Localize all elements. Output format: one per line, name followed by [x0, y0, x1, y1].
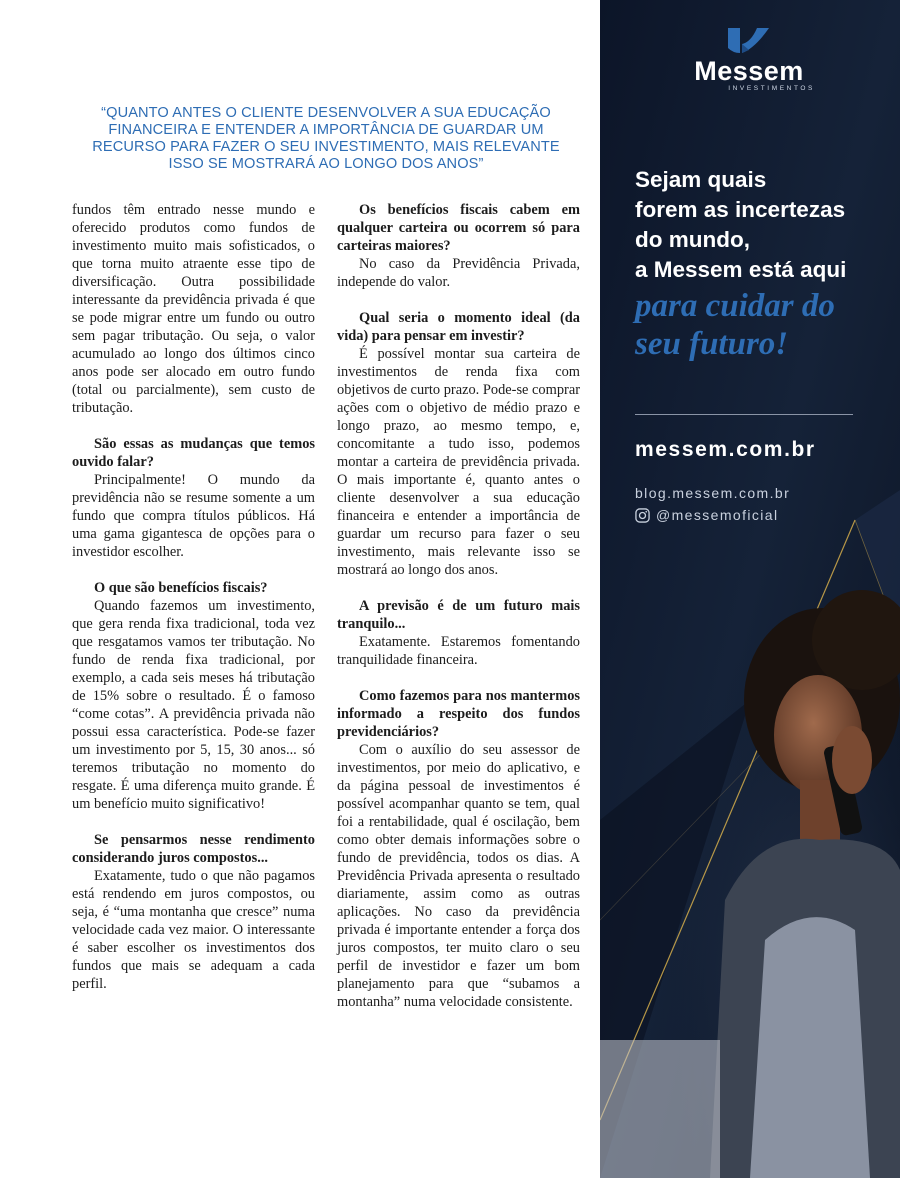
pull-quote-line: RECURSO PARA FAZER O SEU INVESTIMENTO, MAIS RELEVANTE — [92, 139, 560, 155]
headline-line: forem as incertezas — [635, 197, 846, 222]
question-heading: São essas as mudanças que temos ouvido falar? — [72, 436, 315, 470]
website-link[interactable]: messem.com.br — [635, 438, 816, 461]
tagline-line: seu futuro! — [635, 326, 789, 362]
pull-quote — [70, 105, 582, 173]
messem-logo-mark-icon — [683, 26, 815, 58]
right-column — [337, 201, 580, 1011]
blog-link[interactable]: blog.messem.com.br — [635, 485, 791, 501]
headline-line: a Messem está aqui — [635, 257, 847, 282]
tagline-line: para cuidar do — [635, 288, 835, 324]
question-heading: Qual seria o momento ideal (da vida) para pensar em investir? — [337, 310, 580, 344]
headline-line: do mundo, — [635, 227, 750, 252]
intro-paragraph: fundos têm entrado nesse mundo e oferecido produtos como fundos de investimento muito mais sofisticados, o que torna muito atraente esse tipo de diversificação. Outra possibilidade interessante da previdência privada é que se pode migrar entre um fundo ou outro sem pagar tributação. Ou seja, o valor acumulado ao longo dos últimos cinco anos pode ser alocado em outro fundo (total ou parcialmente), sem custo de tributação. — [72, 202, 315, 416]
ad-headline — [635, 165, 885, 285]
headline-line: Sejam quais — [635, 167, 767, 192]
question-heading: A previsão é de um futuro mais tranquilo... — [337, 598, 580, 632]
pull-quote-line: ISSO SE MOSTRARÁ AO LONGO DOS ANOS” — [168, 156, 484, 172]
left-column — [72, 201, 315, 993]
answer-paragraph: É possível montar sua carteira de investimentos de renda fixa com objetivos de curto prazo. Pode-se comprar ações com o objetivo de médio prazo e longo prazo, ao mesmo tempo, e, concomitante a tudo isso, podemos montar a carteira de previdência privada. O mais importante é, quanto antes o cliente desenvolver a sua educação financeira e entender a importância de guardar um recurso para fazer o seu investimento, mais relevante isso se mostrará ao longo dos anos. — [337, 346, 580, 578]
question-heading: O que são benefícios fiscais? — [94, 580, 268, 596]
answer-paragraph: Exatamente, tudo o que não pagamos está rendendo em juros compostos, ou seja, é “uma montanha que cresce” numa velocidade cada vez maior. O interessante é saber escolher os investimentos dos fundos que mais se adequam a cada perfil. — [72, 868, 315, 992]
answer-paragraph: Exatamente. Estaremos fomentando tranquilidade financeira. — [337, 634, 580, 668]
answer-paragraph: Principalmente! O mundo da previdência não se resume somente a um fundo que compra títulos públicos. Há uma gama gigantesca de opções para o investidor escolher. — [72, 472, 315, 560]
answer-paragraph: Com o auxílio do seu assessor de investimentos, por meio do aplicativo, e da página pessoal de investimentos é possível acompanhar quanto se tem, qual foi a rentabilidade, qual é oscilação, bem como obter demais informações sobre o fundo de previdência, todos os dias. A Previdência Privada apresenta o resultado diariamente, assim como as outras aplicações. No caso da previdência privada é importante entender a força dos juros compostos, ter muito claro o seu perfil de investidor e fazer um bom planejamento para que “subamos a montanha” numa velocidade consistente. — [337, 742, 580, 1010]
answer-paragraph: Quando fazemos um investimento, que gera renda fixa tradicional, toda vez que resgatamos vamos ter tributação. No fundo de renda fixa tradicional, por exemplo, a cada seis meses há tributação de 15% sobre o resultado. É o famoso “come cotas”. A previdência privada não possui essa característica. Pode-se fazer um investimento por 5, 15, 30 anos... só teremos tributação no momento do resgate. É uma diferença muito grande. É um benefício muito significativo! — [72, 598, 315, 812]
brand-name: Messem — [694, 56, 804, 86]
messem-logo — [683, 26, 815, 96]
instagram-icon — [635, 508, 650, 523]
instagram-link[interactable] — [635, 507, 779, 523]
ad-divider — [635, 414, 853, 415]
question-heading: Se pensarmos nesse rendimento considerando juros compostos... — [72, 832, 315, 866]
ad-tagline — [635, 287, 897, 363]
answer-paragraph: No caso da Previdência Privada, independe do valor. — [337, 256, 580, 290]
question-heading: Os benefícios fiscais cabem em qualquer carteira ou ocorrem só para carteiras maiores? — [337, 202, 580, 254]
pull-quote-line: “QUANTO ANTES O CLIENTE DESENVOLVER A SUA EDUCAÇÃO — [101, 105, 551, 121]
instagram-handle: @messemoficial — [656, 507, 779, 523]
messem-advertisement — [600, 0, 900, 1178]
brand-subtitle: INVESTIMENTOS — [728, 85, 815, 92]
question-heading: Como fazemos para nos mantermos informado a respeito dos fundos previdenciários? — [337, 688, 580, 740]
pull-quote-line: FINANCEIRA E ENTENDER A IMPORTÂNCIA DE GUARDAR UM — [108, 122, 544, 138]
